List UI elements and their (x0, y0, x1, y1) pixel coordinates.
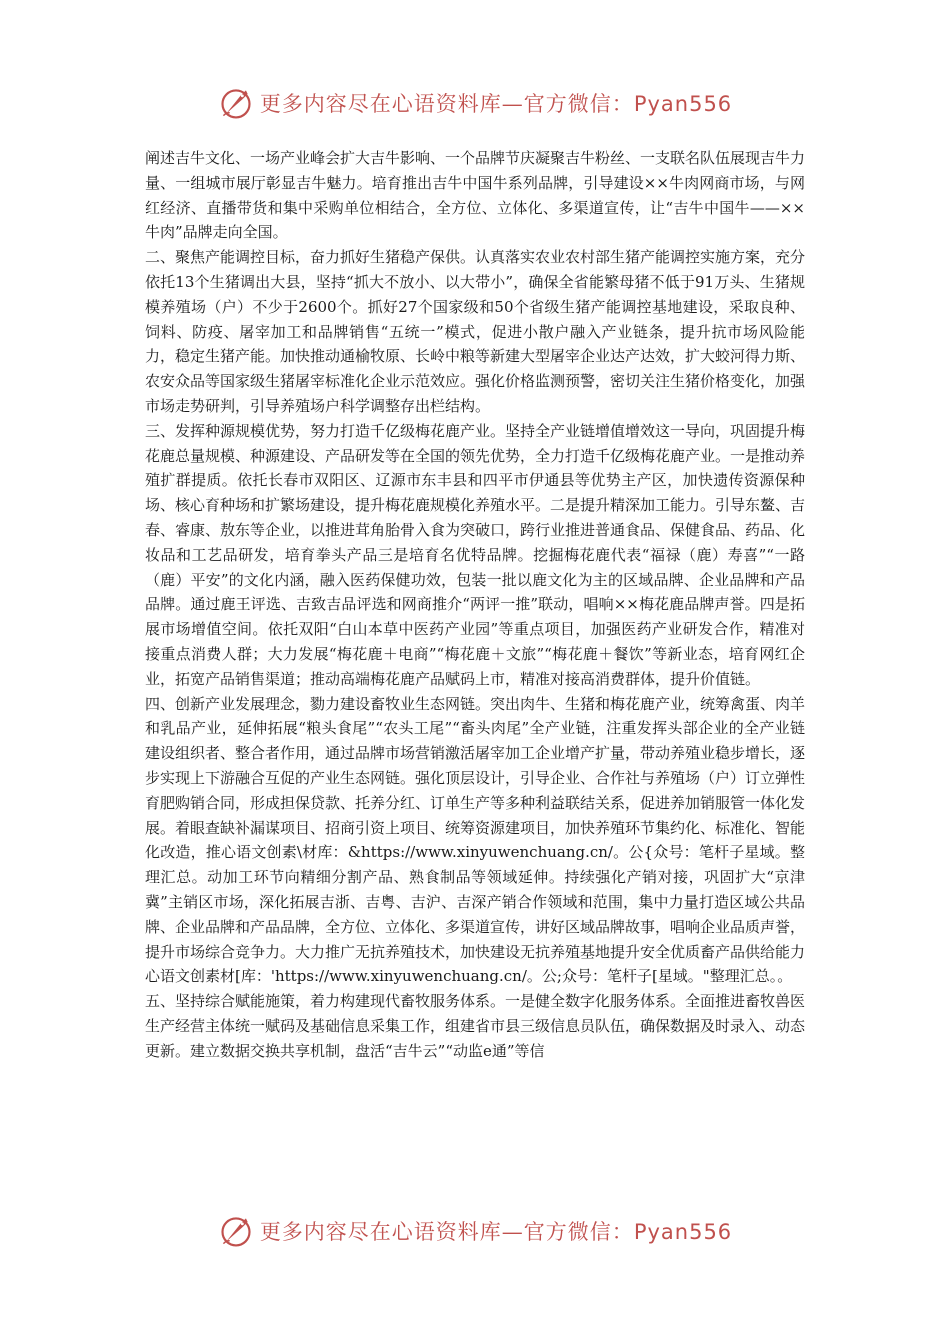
paragraph-4: 四、创新产业发展理念，勠力建设畜牧业生态网链。突出肉牛、生猪和梅花鹿产业，统筹禽蛋、肉羊和乳品产业，延伸拓展“粮头食尾”“农头工尾”“畜头肉尾”全产业链，注重发挥头部企业的全产业链建设组织者、整合者作用，通过品牌市场营销激活屠宰加工企业增产扩量，带动养殖业稳步增长，逐步实现上下游融合互促的产业生态网链。强化顶层设计，引导企业、合作社与养殖场（户）订立弹性育肥购销合同，形成担保贷款、托养分红、订单生产等多种利益联结关系，促进养加销服管一体化发展。着眼查缺补漏谋项目、招商引资上项目、统筹资源建项目，加快养殖环节集约化、标准化、智能化改造，推心语文创素\材库：&https://www.xinyuwenchuang.cn/。公{众号：笔杆子星域。整理汇总。动加工环节向精细分割产品、熟食制品等领域延伸。持续强化产销对接，巩固扩大“京津冀”主销区市场，深化拓展吉浙、吉粤、吉沪、吉深产销合作领域和范围，集中力量打造区域公共品牌、企业品牌和产品品牌，全方位、立体化、多渠道宣传，讲好区域品牌故事，唱响企业品质声誉，提升市场综合竞争力。大力推广无抗养殖技术，加快建设无抗养殖基地提升安全优质畜产品供给能力心语文创素材[库：'https://www.xinyuwenchuang.cn/。公;众号：笔杆子[星域。"整理汇总。。 (145, 694, 806, 986)
paragraph-2: 二、聚焦产能调控目标，奋力抓好生猪稳产保供。认真落实农业农村部生猪产能调控实施方案，充分依托13个生猪调出大县，坚持“抓大不放小、以大带小”，确保全省能繁母猪不低于91万头、生猪规模养殖场（户）不少于2600个。抓好27个国家级和50个省级生猪产能调控基地建设，采取良种、饲料、防疫、屠宰加工和品牌销售“五统一”模式，促进小散户融入产业链条，提升抗市场风险能力，稳定生猪产能。加快推动通榆牧原、长岭中粮等新建大型屠宰企业达产达效，扩大蛟河得力斯、农安众品等国家级生猪屠宰标准化企业示范效应。强化价格监测预警，密切关注生猪价格变化，加强市场走势研判，引导养殖场户科学调整存出栏结构。 (145, 248, 806, 415)
paragraph-1: 阐述吉牛文化、一场产业峰会扩大吉牛影响、一个品牌节庆凝聚吉牛粉丝、一支联名队伍展现吉牛力量、一组城市展厅彰显吉牛魅力。培育推出吉牛中国牛系列品牌，引导建设××牛肉网商市场，与网红经济、直播带货和集中采购单位相结合，全方位、立体化、多渠道宣传，让“吉牛中国牛——××牛肉”品牌走向全国。 (145, 149, 806, 242)
pen-nib-logo-icon (218, 85, 254, 121)
footer-banner (0, 1208, 950, 1254)
banner-text (260, 88, 732, 118)
banner-text (260, 1216, 732, 1246)
banner-wechat-id: Pyan556 (633, 1220, 733, 1244)
paragraph-3: 三、发挥种源规模优势，努力打造千亿级梅花鹿产业。坚持全产业链增值增效这一导向，巩固提升梅花鹿总量规模、种源建设、产品研发等在全国的领先优势，全力打造千亿级梅花鹿产业。一是推动养殖扩群提质。依托长春市双阳区、辽源市东丰县和四平市伊通县等优势主产区，加快遗传资源保种场、核心育种场和扩繁场建设，提升梅花鹿规模化养殖水平。二是提升精深加工能力。引导东鳌、吉春、睿康、敖东等企业，以推进茸角胎骨入食为突破口，跨行业推进普通食品、保健食品、药品、化妆品和工艺品研发，培育拳头产品三是培育名优特品牌。挖掘梅花鹿代表“福禄（鹿）寿喜”“一路（鹿）平安”的文化内涵，融入医药保健功效，包装一批以鹿文化为主的区域品牌、企业品牌和产品品牌。通过鹿王评选、吉致吉品评选和网商推介“两评一推”联动，唱响××梅花鹿品牌声誉。四是拓展市场增值空间。依托双阳“白山本草中医药产业园”等重点项目，加强医药产业研发合作，精准对接重点消费人群；大力发展“梅花鹿＋电商”“梅花鹿＋文旅”“梅花鹿＋餐饮”等新业态，培育网红企业，拓宽产品销售渠道；推动高端梅花鹿产品赋码上市，精准对接高消费群体，提升价值链。 (145, 421, 806, 688)
header-banner (0, 80, 950, 126)
document-body (145, 146, 805, 1063)
paragraph-5: 五、坚持综合赋能施策，着力构建现代畜牧服务体系。一是健全数字化服务体系。全面推进畜牧兽医生产经营主体统一赋码及基础信息采集工作，组建省市县三级信息员队伍，确保数据及时录入、动态更新。建立数据交换共享机制，盘活“吉牛云”“动监e通”等信 (145, 992, 806, 1060)
banner-text-cn: 更多内容尽在心语资料库—官方微信： (259, 1220, 634, 1244)
banner-wechat-id: Pyan556 (633, 92, 733, 116)
banner-text-cn: 更多内容尽在心语资料库—官方微信： (259, 92, 634, 116)
pen-nib-logo-icon (218, 1213, 254, 1249)
